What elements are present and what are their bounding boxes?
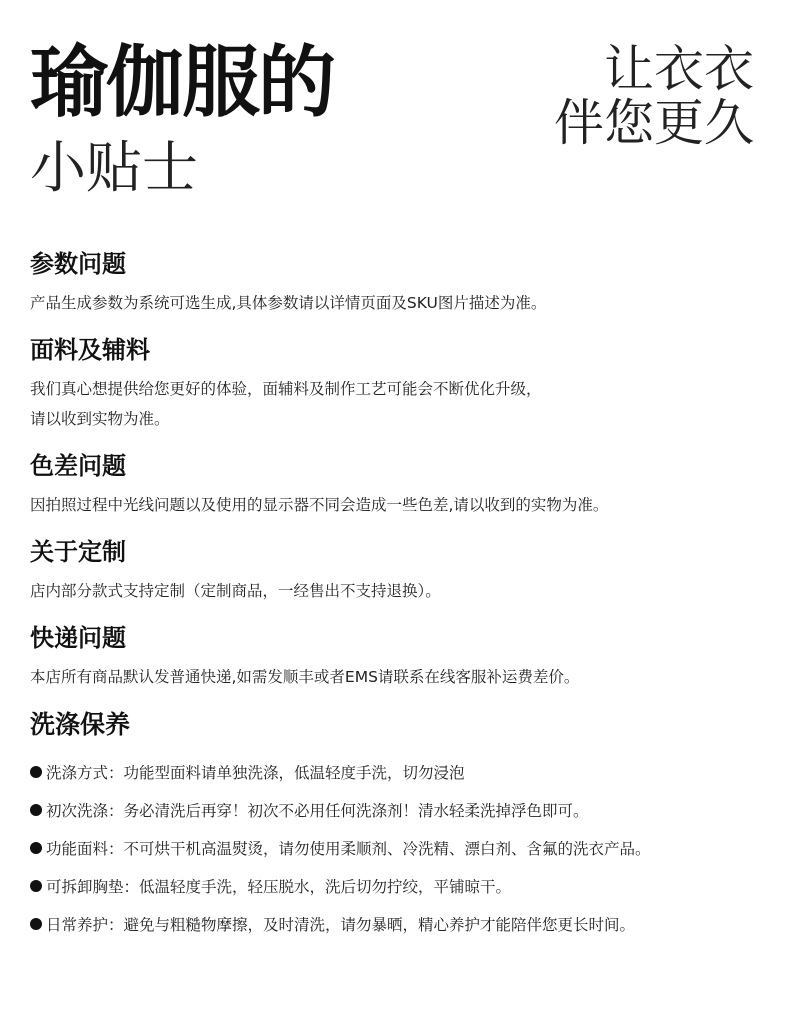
section-color-difference [30,454,760,520]
section-title: 面料及辅料 [30,336,150,364]
section-line: 本店所有商品默认发普通快递,如需发顺丰或者EMS请联系在线客服补运费差价。 [30,668,580,686]
bullet-icon [30,842,42,854]
bullet-icon [30,918,42,930]
section-fabric [30,338,760,434]
section-line: 我们真心想提供给您更好的体验，面辅料及制作工艺可能会不断优化升级， [30,380,542,398]
bullet-icon [30,766,42,778]
page-subtitle: 小贴士 [30,136,198,201]
section-text [30,662,760,692]
care-item-text: 洗涤方式：功能型面料请单独洗涤，低温轻度手洗，切勿浸泡 [46,764,465,782]
care-list [30,753,760,943]
section-text [30,576,760,606]
care-item-text: 功能面料：不可烘干机高温熨烫，请勿使用柔顺剂、冷洗精、漂白剂、含氟的洗衣产品。 [46,840,651,858]
bullet-icon [30,880,42,892]
section-text [30,490,760,520]
page-title: 瑜伽服的 [30,38,335,128]
section-care [30,712,760,943]
section-title: 关于定制 [30,538,126,566]
section-line: 因拍照过程中光线问题以及使用的显示器不同会造成一些色差,请以收到的实物为准。 [30,496,609,514]
section-text [30,288,760,318]
section-line: 店内部分款式支持定制（定制商品，一经售出不支持退换）。 [30,582,441,600]
section-shipping [30,626,760,692]
section-customization [30,540,760,606]
slogan [554,42,754,150]
care-item-text: 日常养护：避免与粗糙物摩擦，及时清洗，请勿暴晒，精心养护才能陪伴您更长时间。 [46,916,636,934]
list-item [30,905,760,943]
list-item [30,867,760,905]
section-title: 参数问题 [30,250,126,278]
slogan-line-1: 让衣衣 [604,40,754,98]
section-line: 产品生成参数为系统可选生成,具体参数请以详情页面及SKU图片描述为准。 [30,294,547,312]
section-text [30,374,760,434]
list-item [30,791,760,829]
care-item-text: 可拆卸胸垫：低温轻度手洗，轻压脱水，洗后切勿拧绞，平铺晾干。 [46,878,512,896]
bullet-icon [30,804,42,816]
section-title: 快递问题 [30,624,126,652]
section-line: 请以收到实物为准。 [30,410,170,428]
content [30,252,760,963]
section-title: 洗涤保养 [30,710,131,739]
care-item-text: 初次洗涤：务必清洗后再穿！初次不必用任何洗涤剂！清水轻柔洗掉浮色即可。 [46,802,589,820]
section-parameters [30,252,760,318]
section-title: 色差问题 [30,452,126,480]
list-item [30,829,760,867]
list-item [30,753,760,791]
slogan-line-2: 伴您更久 [554,94,754,152]
